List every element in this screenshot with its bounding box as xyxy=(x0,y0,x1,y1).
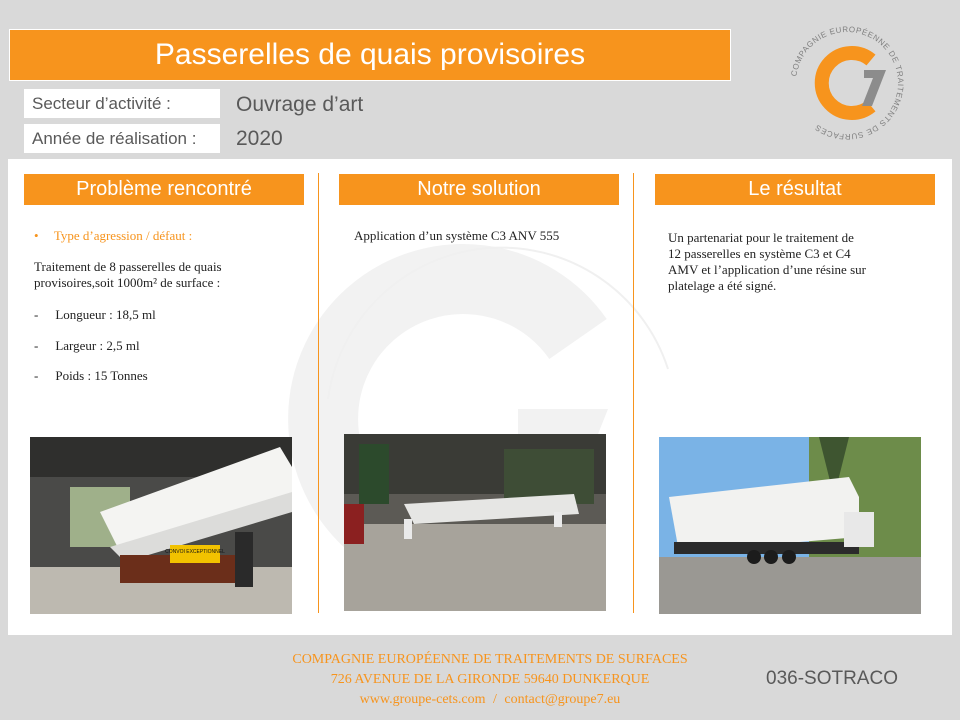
company-logo xyxy=(776,12,918,154)
page-title: Passerelles de quais provisoires xyxy=(9,29,731,81)
problem-item: - Poids : 15 Tonnes xyxy=(34,368,148,383)
problem-intro-line1: Traitement de 8 passerelles de quais xyxy=(34,259,222,274)
problem-bullet xyxy=(34,228,192,244)
photo-delivery xyxy=(659,437,921,614)
footer-email-link[interactable]: contact@groupe7.eu xyxy=(504,692,621,707)
document-code: 036-SOTRACO xyxy=(766,668,898,689)
footer-website-link[interactable]: www.groupe-cets.com xyxy=(359,692,486,707)
footer-company: COMPAGNIE EUROPÉENNE DE TRAITEMENTS DE SURFACES xyxy=(292,652,688,667)
photo-truck-loading xyxy=(30,437,292,614)
footer-address: 726 AVENUE DE LA GIRONDE 59640 DUNKERQUE xyxy=(330,672,650,687)
problem-item: - Largeur : 2,5 ml xyxy=(34,338,140,353)
column-divider-2 xyxy=(633,173,634,613)
footer-separator: / xyxy=(493,692,497,707)
bullet-dot-icon: • xyxy=(34,228,39,243)
svg-text:COMPAGNIE EUROPÉENNE DE TRAITE xyxy=(789,25,905,141)
content-panel xyxy=(8,159,952,635)
footer xyxy=(200,650,780,710)
sector-value: Ouvrage d’art xyxy=(236,93,364,116)
solution-text: Application d’un système C3 ANV 555 xyxy=(354,228,560,243)
footer-contacts xyxy=(200,690,780,710)
solution-heading: Notre solution xyxy=(339,174,619,205)
sector-label: Secteur d’activité : xyxy=(24,89,220,118)
year-value: 2020 xyxy=(236,127,283,150)
convoi-plate-text: CONVOI EXCEPTIONNEL xyxy=(165,549,225,555)
problem-intro-line2: provisoires,soit 1000m² de surface : xyxy=(34,275,221,290)
problem-heading: Problème rencontré xyxy=(24,174,304,205)
problem-bullet-label: Type d’agression / défaut : xyxy=(53,228,193,243)
photo-workshop xyxy=(344,434,606,611)
problem-intro xyxy=(34,259,222,291)
column-divider-1 xyxy=(318,173,319,613)
problem-item: - Longueur : 18,5 ml xyxy=(34,307,156,322)
logo-ring-text: COMPAGNIE EUROPÉENNE DE TRAITEMENTS DE SURFACES xyxy=(789,24,906,142)
result-text: Un partenariat pour le traitement de 12 passerelles en système C3 et C4 AMV et l’application d’une résine sur platelage a été signé. xyxy=(668,230,866,293)
year-label: Année de réalisation : xyxy=(24,124,220,153)
result-heading: Le résultat xyxy=(655,174,935,205)
